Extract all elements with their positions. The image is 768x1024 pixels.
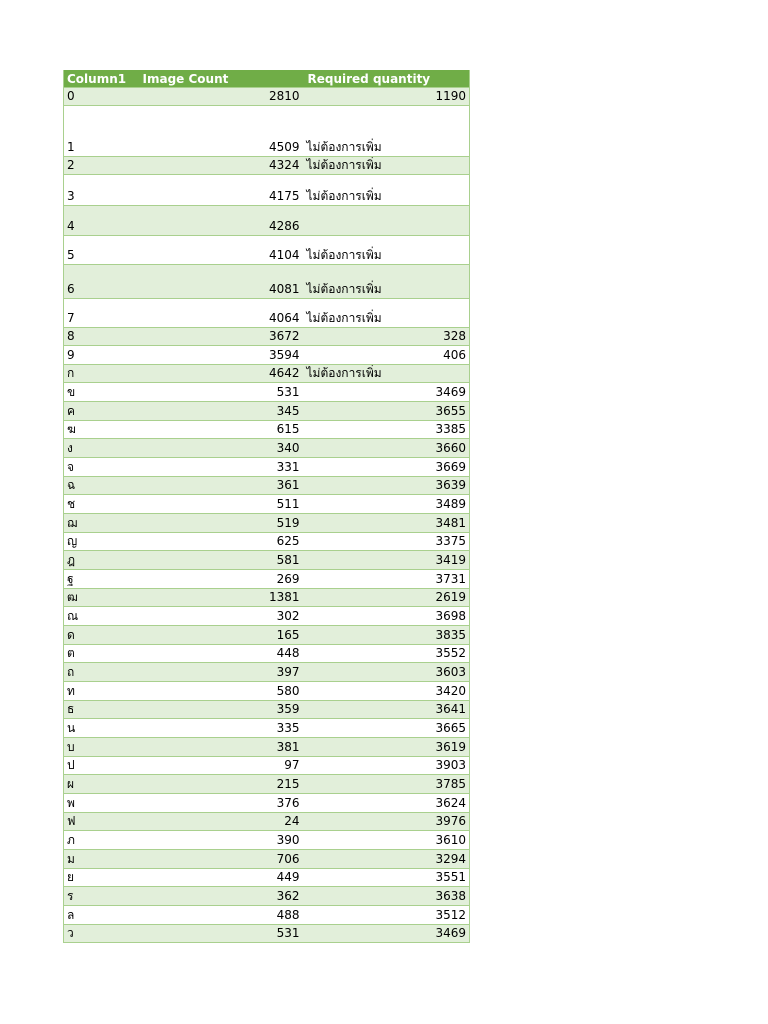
cell-image-count[interactable]: 97 — [140, 757, 303, 775]
cell-required-quantity[interactable]: 3731 — [303, 570, 470, 589]
cell-column1[interactable]: 3 — [64, 175, 140, 206]
cell-required-quantity[interactable]: 3610 — [303, 831, 470, 850]
cell-required-quantity[interactable]: 3552 — [303, 645, 470, 663]
table-row — [64, 551, 470, 570]
cell-required-quantity[interactable]: 3903 — [303, 757, 470, 775]
cell-image-count[interactable]: 397 — [140, 663, 303, 682]
cell-image-count[interactable]: 359 — [140, 701, 303, 719]
table-row — [64, 402, 470, 421]
cell-image-count[interactable]: 4642 — [140, 365, 303, 383]
cell-image-count[interactable]: 4104 — [140, 236, 303, 265]
cell-image-count[interactable]: 449 — [140, 869, 303, 887]
table-row — [64, 869, 470, 887]
table-row — [64, 607, 470, 626]
table-row — [64, 477, 470, 495]
cell-required-quantity[interactable]: 3639 — [303, 477, 470, 495]
cell-required-quantity[interactable]: 3665 — [303, 719, 470, 738]
cell-column1[interactable]: ฟ — [64, 813, 140, 831]
cell-column1[interactable]: ป — [64, 757, 140, 775]
cell-required-quantity[interactable]: 3624 — [303, 794, 470, 813]
cell-image-count[interactable]: 381 — [140, 738, 303, 757]
cell-column1[interactable]: ธ — [64, 701, 140, 719]
table-row — [64, 383, 470, 402]
cell-column1[interactable]: ต — [64, 645, 140, 663]
cell-column1[interactable]: 4 — [64, 206, 140, 236]
column-header-column1[interactable]: Column1 — [64, 70, 140, 88]
cell-image-count[interactable]: 4064 — [140, 299, 303, 328]
cell-required-quantity[interactable]: ไม่ต้องการเพิ่ม — [303, 299, 470, 328]
cell-image-count[interactable]: 531 — [140, 383, 303, 402]
cell-image-count[interactable]: 215 — [140, 775, 303, 794]
table-row — [64, 757, 470, 775]
cell-image-count[interactable]: 3594 — [140, 346, 303, 365]
cell-image-count[interactable]: 361 — [140, 477, 303, 495]
cell-column1[interactable]: 0 — [64, 88, 140, 106]
cell-image-count[interactable]: 4081 — [140, 265, 303, 299]
cell-column1[interactable]: ช — [64, 495, 140, 514]
cell-image-count[interactable]: 390 — [140, 831, 303, 850]
cell-image-count[interactable]: 302 — [140, 607, 303, 626]
cell-required-quantity[interactable]: 3481 — [303, 514, 470, 533]
cell-column1[interactable]: ผ — [64, 775, 140, 794]
cell-required-quantity[interactable]: 3375 — [303, 533, 470, 551]
table-row — [64, 682, 470, 701]
table-row — [64, 458, 470, 477]
cell-column1[interactable]: ค — [64, 402, 140, 421]
cell-column1[interactable]: ก — [64, 365, 140, 383]
table-row — [64, 645, 470, 663]
cell-image-count[interactable]: 335 — [140, 719, 303, 738]
cell-image-count[interactable]: 706 — [140, 850, 303, 869]
cell-column1[interactable]: ม — [64, 850, 140, 869]
cell-column1[interactable]: บ — [64, 738, 140, 757]
table-row — [64, 236, 470, 265]
cell-column1[interactable]: ฒ — [64, 589, 140, 607]
column-header-image-count[interactable]: Image Count — [140, 70, 303, 88]
table-row — [64, 570, 470, 589]
cell-column1[interactable]: จ — [64, 458, 140, 477]
cell-column1[interactable]: ภ — [64, 831, 140, 850]
table-row — [64, 738, 470, 757]
cell-image-count[interactable]: 488 — [140, 906, 303, 925]
cell-image-count[interactable]: 3672 — [140, 328, 303, 346]
cell-column1[interactable]: 7 — [64, 299, 140, 328]
cell-required-quantity[interactable]: 3698 — [303, 607, 470, 626]
cell-required-quantity[interactable]: 3669 — [303, 458, 470, 477]
cell-image-count[interactable]: 269 — [140, 570, 303, 589]
cell-image-count[interactable]: 24 — [140, 813, 303, 831]
cell-required-quantity[interactable]: 3489 — [303, 495, 470, 514]
cell-required-quantity[interactable]: 3976 — [303, 813, 470, 831]
cell-image-count[interactable]: 4175 — [140, 175, 303, 206]
cell-required-quantity[interactable]: 3785 — [303, 775, 470, 794]
cell-required-quantity[interactable]: 3419 — [303, 551, 470, 570]
cell-required-quantity[interactable]: 3294 — [303, 850, 470, 869]
cell-required-quantity[interactable]: 1190 — [303, 88, 470, 106]
cell-column1[interactable]: พ — [64, 794, 140, 813]
cell-column1[interactable]: ฎ — [64, 551, 140, 570]
cell-image-count[interactable]: 331 — [140, 458, 303, 477]
table-row — [64, 906, 470, 925]
cell-required-quantity[interactable]: ไม่ต้องการเพิ่ม — [303, 175, 470, 206]
cell-required-quantity[interactable]: 3385 — [303, 421, 470, 439]
spreadsheet-table-container — [63, 70, 469, 943]
cell-required-quantity[interactable]: ไม่ต้องการเพิ่ม — [303, 265, 470, 299]
cell-column1[interactable]: ร — [64, 887, 140, 906]
cell-column1[interactable]: ฐ — [64, 570, 140, 589]
table-row — [64, 514, 470, 533]
cell-column1[interactable]: น — [64, 719, 140, 738]
cell-image-count[interactable]: 448 — [140, 645, 303, 663]
cell-image-count[interactable]: 4509 — [140, 106, 303, 157]
table-row — [64, 663, 470, 682]
cell-required-quantity[interactable]: 3551 — [303, 869, 470, 887]
cell-column1[interactable]: 6 — [64, 265, 140, 299]
cell-column1[interactable]: ง — [64, 439, 140, 458]
table-row — [64, 589, 470, 607]
table-row — [64, 106, 470, 157]
table-row — [64, 701, 470, 719]
cell-required-quantity[interactable]: 3469 — [303, 383, 470, 402]
table-row — [64, 299, 470, 328]
cell-required-quantity[interactable]: 3835 — [303, 626, 470, 645]
cell-image-count[interactable]: 625 — [140, 533, 303, 551]
cell-image-count[interactable]: 1381 — [140, 589, 303, 607]
table-row — [64, 831, 470, 850]
cell-image-count[interactable]: 615 — [140, 421, 303, 439]
table-row — [64, 533, 470, 551]
cell-column1[interactable]: ญ — [64, 533, 140, 551]
cell-column1[interactable]: ท — [64, 682, 140, 701]
cell-column1[interactable]: ฉ — [64, 477, 140, 495]
cell-required-quantity[interactable] — [303, 206, 470, 236]
cell-image-count[interactable]: 4286 — [140, 206, 303, 236]
cell-required-quantity[interactable]: 3638 — [303, 887, 470, 906]
table-row — [64, 813, 470, 831]
cell-required-quantity[interactable]: 3655 — [303, 402, 470, 421]
cell-image-count[interactable]: 4324 — [140, 157, 303, 175]
table-row — [64, 421, 470, 439]
cell-required-quantity[interactable]: 3420 — [303, 682, 470, 701]
column-header-required-quantity[interactable]: Required quantity — [303, 70, 470, 88]
cell-image-count[interactable]: 345 — [140, 402, 303, 421]
cell-image-count[interactable]: 580 — [140, 682, 303, 701]
cell-required-quantity[interactable]: 3660 — [303, 439, 470, 458]
cell-image-count[interactable]: 376 — [140, 794, 303, 813]
table-row — [64, 794, 470, 813]
cell-image-count[interactable]: 581 — [140, 551, 303, 570]
cell-column1[interactable]: ถ — [64, 663, 140, 682]
cell-image-count[interactable]: 362 — [140, 887, 303, 906]
cell-image-count[interactable]: 340 — [140, 439, 303, 458]
cell-required-quantity[interactable]: ไม่ต้องการเพิ่ม — [303, 157, 470, 175]
cell-column1[interactable]: 5 — [64, 236, 140, 265]
table-row — [64, 925, 470, 943]
table-row — [64, 346, 470, 365]
table-row — [64, 495, 470, 514]
table-row — [64, 365, 470, 383]
table-row — [64, 626, 470, 645]
cell-column1[interactable]: ว — [64, 925, 140, 943]
cell-image-count[interactable]: 519 — [140, 514, 303, 533]
table-row — [64, 206, 470, 236]
cell-column1[interactable]: 1 — [64, 106, 140, 157]
table-row — [64, 439, 470, 458]
table-row — [64, 265, 470, 299]
cell-image-count[interactable]: 165 — [140, 626, 303, 645]
table-row — [64, 887, 470, 906]
table-row — [64, 328, 470, 346]
data-table — [63, 70, 470, 943]
cell-required-quantity[interactable]: 3641 — [303, 701, 470, 719]
cell-image-count[interactable]: 2810 — [140, 88, 303, 106]
cell-column1[interactable]: ฌ — [64, 514, 140, 533]
table-header-row — [64, 70, 470, 88]
cell-column1[interactable]: ข — [64, 383, 140, 402]
table-row — [64, 175, 470, 206]
cell-required-quantity[interactable]: 328 — [303, 328, 470, 346]
table-row — [64, 719, 470, 738]
cell-required-quantity[interactable]: 2619 — [303, 589, 470, 607]
cell-column1[interactable]: ด — [64, 626, 140, 645]
cell-image-count[interactable]: 511 — [140, 495, 303, 514]
cell-column1[interactable]: ย — [64, 869, 140, 887]
cell-column1[interactable]: 9 — [64, 346, 140, 365]
cell-required-quantity[interactable]: 3512 — [303, 906, 470, 925]
cell-image-count[interactable]: 531 — [140, 925, 303, 943]
cell-column1[interactable]: ฆ — [64, 421, 140, 439]
table-row — [64, 157, 470, 175]
cell-required-quantity[interactable]: ไม่ต้องการเพิ่ม — [303, 236, 470, 265]
cell-column1[interactable]: ณ — [64, 607, 140, 626]
cell-required-quantity[interactable]: 3469 — [303, 925, 470, 943]
table-row — [64, 850, 470, 869]
cell-column1[interactable]: 8 — [64, 328, 140, 346]
cell-required-quantity[interactable]: 3603 — [303, 663, 470, 682]
table-row — [64, 88, 470, 106]
table-body — [64, 88, 470, 943]
cell-required-quantity[interactable]: 406 — [303, 346, 470, 365]
cell-column1[interactable]: 2 — [64, 157, 140, 175]
cell-required-quantity[interactable]: 3619 — [303, 738, 470, 757]
cell-required-quantity[interactable]: ไม่ต้องการเพิ่ม — [303, 365, 470, 383]
cell-column1[interactable]: ล — [64, 906, 140, 925]
table-row — [64, 775, 470, 794]
cell-required-quantity[interactable]: ไม่ต้องการเพิ่ม — [303, 106, 470, 157]
